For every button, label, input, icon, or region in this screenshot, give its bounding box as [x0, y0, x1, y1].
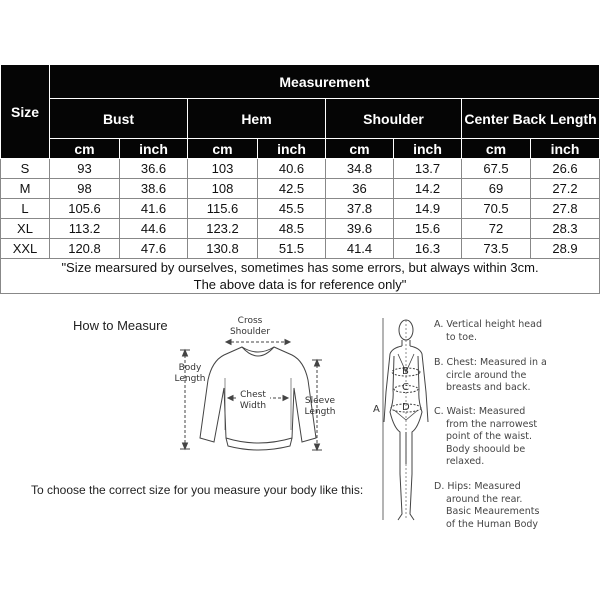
sleeve-length-label-line: Length: [304, 407, 336, 417]
note-line: B. Chest: Measured in a: [434, 357, 547, 368]
how-to-measure-title: How to Measure: [73, 318, 168, 333]
note-line: A. Vertical height head: [434, 319, 542, 330]
table-row: [1, 199, 600, 219]
value-cell: 37.8: [326, 199, 394, 219]
value-cell: 16.3: [394, 239, 462, 259]
group-center-back-length-header: Center Back Length: [462, 99, 600, 139]
marker-d-label: D: [402, 402, 410, 413]
value-cell: 27.2: [531, 179, 600, 199]
note-line: from the narrowest: [446, 418, 538, 430]
unit-header: inch: [531, 139, 600, 159]
value-cell: 103: [188, 159, 258, 179]
table-row: [1, 239, 600, 259]
value-cell: 28.3: [531, 219, 600, 239]
unit-header: cm: [326, 139, 394, 159]
size-cell: XXL: [1, 239, 50, 259]
note-line: relaxed.: [446, 456, 485, 467]
value-cell: 113.2: [50, 219, 120, 239]
value-cell: 105.6: [50, 199, 120, 219]
measurement-header: Measurement: [50, 65, 600, 99]
size-cell: L: [1, 199, 50, 219]
value-cell: 47.6: [120, 239, 188, 259]
value-cell: 108: [188, 179, 258, 199]
sleeve-length-label: [300, 396, 340, 418]
value-cell: 41.4: [326, 239, 394, 259]
size-chart-table: [0, 64, 600, 294]
note-line: circle around the: [446, 369, 527, 381]
marker-b-label: B: [402, 366, 409, 377]
group-shoulder-header: Shoulder: [326, 99, 462, 139]
value-cell: 51.5: [258, 239, 326, 259]
value-cell: 40.6: [258, 159, 326, 179]
value-cell: 38.6: [120, 179, 188, 199]
value-cell: 70.5: [462, 199, 531, 219]
note-a: [434, 319, 594, 344]
chest-width-label-line: Chest: [240, 390, 266, 400]
note-line: point of the waist.: [446, 431, 532, 442]
sleeve-length-label-line: Sleeve: [304, 396, 336, 406]
unit-header: cm: [50, 139, 120, 159]
value-cell: 45.5: [258, 199, 326, 219]
value-cell: 28.9: [531, 239, 600, 259]
unit-header: cm: [188, 139, 258, 159]
marker-a-label: A: [373, 404, 380, 415]
value-cell: 42.5: [258, 179, 326, 199]
cross-shoulder-label-line: Shoulder: [229, 327, 271, 337]
note-b: [434, 357, 594, 395]
value-cell: 44.6: [120, 219, 188, 239]
value-cell: 120.8: [50, 239, 120, 259]
value-cell: 27.8: [531, 199, 600, 219]
choose-size-instruction: To choose the correct size for you measure your body like this:: [31, 483, 364, 497]
note-line: Basic Meaurements: [446, 506, 540, 517]
value-cell: 14.9: [394, 199, 462, 219]
measurement-note: [1, 259, 600, 294]
note-line-1: "Size mearsured by ourselves, sometimes has some errors, but always within 3cm.: [61, 260, 539, 275]
value-cell: 26.6: [531, 159, 600, 179]
body-length-label-line: Body: [178, 363, 202, 373]
note-line: breasts and back.: [446, 382, 531, 393]
unit-header: inch: [394, 139, 462, 159]
value-cell: 39.6: [326, 219, 394, 239]
value-cell: 93: [50, 159, 120, 179]
size-cell: XL: [1, 219, 50, 239]
size-cell: M: [1, 179, 50, 199]
table-row: [1, 179, 600, 199]
marker-c-label: C: [402, 382, 409, 393]
value-cell: 67.5: [462, 159, 531, 179]
note-line: C. Waist: Measured: [434, 406, 526, 417]
value-cell: 69: [462, 179, 531, 199]
value-cell: 72: [462, 219, 531, 239]
body-figure-diagram: [372, 314, 432, 524]
note-line-2: The above data is for reference only": [193, 277, 407, 292]
group-bust-header: Bust: [50, 99, 188, 139]
value-cell: 14.2: [394, 179, 462, 199]
value-cell: 73.5: [462, 239, 531, 259]
value-cell: 98: [50, 179, 120, 199]
unit-header: cm: [462, 139, 531, 159]
value-cell: 13.7: [394, 159, 462, 179]
chest-width-label: [236, 390, 270, 412]
note-c: [434, 406, 594, 469]
table-row: [1, 219, 600, 239]
body-length-label-line: Length: [174, 374, 206, 384]
value-cell: 36: [326, 179, 394, 199]
value-cell: 15.6: [394, 219, 462, 239]
measuring-guide: [0, 300, 600, 600]
unit-header: inch: [120, 139, 188, 159]
table-row: [1, 159, 600, 179]
note-d: [434, 481, 594, 531]
value-cell: 36.6: [120, 159, 188, 179]
unit-header: inch: [258, 139, 326, 159]
size-header: Size: [1, 65, 50, 159]
chest-width-label-line: Width: [239, 401, 267, 411]
value-cell: 123.2: [188, 219, 258, 239]
cross-shoulder-label-line: Cross: [237, 316, 263, 326]
note-line: around the rear.: [446, 493, 523, 505]
value-cell: 115.6: [188, 199, 258, 219]
value-cell: 41.6: [120, 199, 188, 219]
note-line: to toe.: [446, 331, 477, 343]
value-cell: 130.8: [188, 239, 258, 259]
note-line: Body shoould be: [446, 443, 526, 455]
size-cell: S: [1, 159, 50, 179]
group-hem-header: Hem: [188, 99, 326, 139]
value-cell: 48.5: [258, 219, 326, 239]
note-line: D. Hips: Measured: [434, 481, 521, 492]
body-length-label: [170, 363, 210, 385]
cross-shoulder-label: [228, 316, 272, 338]
note-line: of the Human Body: [446, 518, 539, 530]
value-cell: 34.8: [326, 159, 394, 179]
